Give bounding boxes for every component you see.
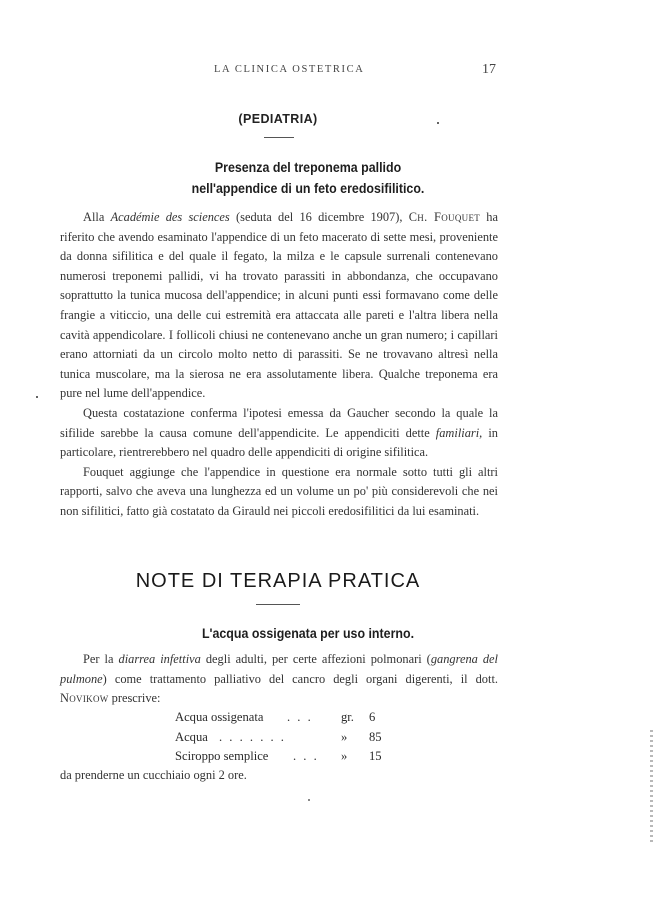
prescription-row xyxy=(175,728,395,748)
article-title-1 xyxy=(80,157,536,199)
paragraph xyxy=(60,650,498,709)
text-run: ) come trattamento palliativo del cancro degli organi digerenti, il dott. xyxy=(102,671,498,686)
prescription-row xyxy=(175,708,395,728)
unit: » xyxy=(341,729,348,744)
text-run: degli adulti, per certe affezioni polmonari ( xyxy=(200,652,431,666)
article-title-line-2: nell'appendice di un feto eredosifilitico. xyxy=(191,181,425,196)
article-body-1 xyxy=(60,208,498,522)
running-head xyxy=(0,64,661,80)
article-body-2 xyxy=(60,650,498,709)
note-heading: NOTE DI TERAPIA PRATICA xyxy=(135,570,421,592)
section-label: (PEDIATRIA) xyxy=(238,112,318,126)
running-title: LA CLINICA OSTETRICA xyxy=(214,64,365,75)
text-run: Per la xyxy=(83,652,119,666)
ingredient-name: Sciroppo semplice xyxy=(175,749,269,763)
text-run: Questa costatazione conferma l'ipotesi emessa da Gaucher secondo la quale la sifilide sarebbe la causa comune dell'appendicite. Le appendiciti dette xyxy=(60,405,498,440)
note-divider xyxy=(256,604,300,605)
scan-edge-artifact xyxy=(650,730,653,845)
article-title-line-1: Presenza del treponema pallido xyxy=(214,160,402,175)
italic-run: familiari, xyxy=(435,425,483,440)
leader-dots: . . . xyxy=(293,749,319,763)
leader-dots: . . . xyxy=(287,710,313,724)
text-run: prescrive: xyxy=(108,691,161,706)
prescription-table xyxy=(175,708,395,767)
leader-dots: . . . . . . . xyxy=(219,729,286,744)
text-run: ha riferito che avendo esaminato l'appendice di un feto macerato di sette mesi, proveniente da donna sifilitica e del quale il fegato, la milza e le capsule surrenali contenevano numerosi treponemi pallidi, vi ha trovato parassiti in abbondanza, che occupavano soprattutto la tunica mucosa dell'appendice; in alcuni punti essi formavano come delle frangie a viticcio, una delle cui estremità era attaccata alle pareti e l'altra libera nella cavità appendicolare. I follicoli chiusi ne contenevano anche un gran numero; i capillari erano attorniati da un circolo molto netto di parassiti. Se ne trovavano altresì nella tunica muscolare, ma la sierosa ne era assolutamente libera. Qualche treponema era pure nel lume dell'appendice. xyxy=(60,210,498,401)
quantity: 85 xyxy=(369,729,382,744)
paragraph: Fouquet aggiunge che l'appendice in questione era normale sotto tutti gli altri rapporti, salvo che aveva una lunghezza ed un volume un po' più considerevoli che nei non sifilitici, fatto già costatato da Girauld nei piccoli eredosifilitici da lui esaminati. xyxy=(60,464,498,518)
prescription-row xyxy=(175,747,395,767)
quantity: 6 xyxy=(369,710,376,724)
italic-run: gangrena del pulmone xyxy=(60,652,498,686)
closing-line: da prenderne un cucchiaio ogni 2 ore. xyxy=(60,768,247,782)
paragraph xyxy=(60,404,498,463)
page-number: 17 xyxy=(482,62,496,77)
quantity: 15 xyxy=(369,749,382,763)
ingredient-name: Acqua ossigenata xyxy=(175,710,264,724)
unit: » xyxy=(341,749,348,763)
author-name: Ch. Fouquet xyxy=(408,210,481,224)
section-divider xyxy=(264,137,294,138)
text-run: in particolare, rientrerebbero nel quadro delle appendiciti di origine sifilitica. xyxy=(60,425,498,460)
text-run: Alla xyxy=(83,210,111,224)
scan-speck xyxy=(308,799,310,801)
stray-dot xyxy=(36,396,38,398)
author-name: Novikow xyxy=(60,691,109,706)
italic-run: diarrea infettiva xyxy=(118,652,201,666)
italic-run: Académie des sciences xyxy=(110,210,230,224)
article-title-2: L'acqua ossigenata per uso interno. xyxy=(201,626,415,641)
unit: gr. xyxy=(341,710,354,724)
ingredient-name: Acqua xyxy=(175,729,208,744)
paragraph xyxy=(60,208,498,404)
text-run: (seduta del 16 dicembre 1907), xyxy=(229,210,409,224)
stray-dot xyxy=(437,122,439,124)
